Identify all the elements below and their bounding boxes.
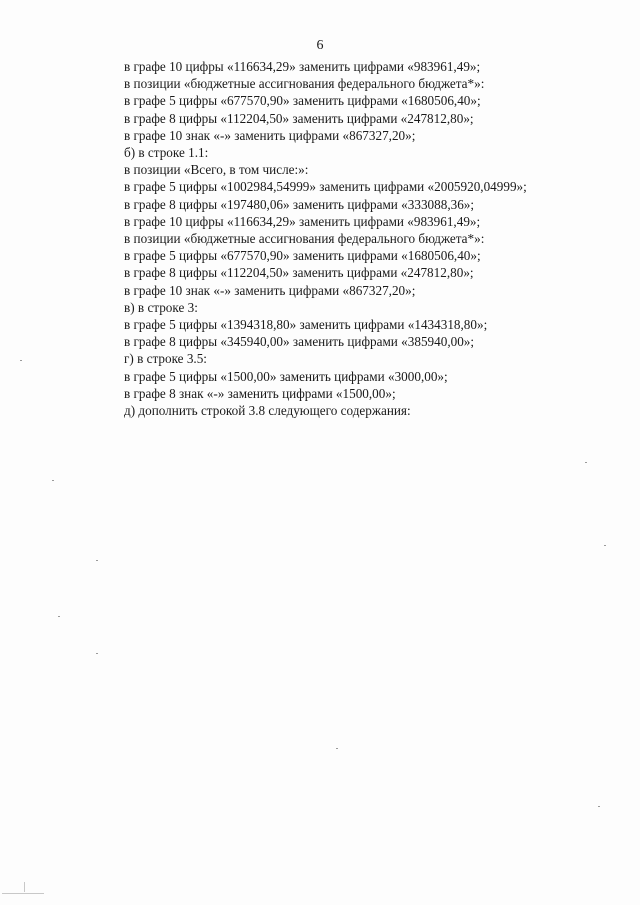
text-line: в графе 10 знак «-» заменить цифрами «867327,20»; xyxy=(124,282,416,298)
amendment-text xyxy=(124,58,624,419)
text-line: в позиции «бюджетные ассигнования федерального бюджета*»: xyxy=(124,231,485,247)
text-line: в графе 10 знак «-» заменить цифрами «867327,20»; xyxy=(124,127,416,143)
scan-speck xyxy=(52,480,54,481)
scan-speck xyxy=(598,806,600,807)
page-number: 6 xyxy=(316,38,324,53)
text-line: в графе 8 цифры «197480,06» заменить цифрами «333088,36»; xyxy=(124,196,475,212)
scan-speck xyxy=(336,748,338,749)
text-line: в графе 8 цифры «112204,50» заменить цифрами «247812,80»; xyxy=(124,110,474,126)
scan-speck xyxy=(96,560,98,561)
scan-speck xyxy=(20,360,22,361)
text-line: в графе 10 цифры «116634,29» заменить цифрами «983961,49»; xyxy=(124,59,481,74)
scan-speck xyxy=(604,545,606,546)
text-line: в) в строке 3: xyxy=(124,299,198,315)
text-line: в позиции «Всего, в том числе:»: xyxy=(124,162,309,178)
text-line: в графе 10 цифры «116634,29» заменить цифрами «983961,49»; xyxy=(124,213,481,229)
text-line: в графе 8 цифры «112204,50» заменить цифрами «247812,80»; xyxy=(124,265,474,281)
text-line: в графе 5 цифры «1500,00» заменить цифрами «3000,00»; xyxy=(124,368,448,384)
scan-speck xyxy=(58,616,60,617)
scan-speck xyxy=(96,653,98,654)
scan-edge-mark xyxy=(2,893,44,894)
text-line: г) в строке 3.5: xyxy=(124,351,207,367)
text-line: в графе 5 цифры «1394318,80» заменить цифрами «1434318,80»; xyxy=(124,317,488,333)
text-line: в графе 5 цифры «677570,90» заменить цифрами «1680506,40»; xyxy=(124,248,481,264)
text-line: д) дополнить строкой 3.8 следующего содержания: xyxy=(124,403,411,419)
text-line: в позиции «бюджетные ассигнования федерального бюджета*»: xyxy=(124,76,485,92)
text-line: в графе 5 цифры «677570,90» заменить цифрами «1680506,40»; xyxy=(124,93,481,109)
text-line: в графе 5 цифры «1002984,54999» заменить цифрами «2005920,04999»; xyxy=(124,179,527,195)
text-line: в графе 8 цифры «345940,00» заменить цифрами «385940,00»; xyxy=(124,334,475,350)
text-line: в графе 8 знак «-» заменить цифрами «1500,00»; xyxy=(124,385,396,401)
scan-edge-mark xyxy=(24,882,25,892)
scan-speck xyxy=(585,462,587,463)
text-line: б) в строке 1.1: xyxy=(124,145,209,161)
